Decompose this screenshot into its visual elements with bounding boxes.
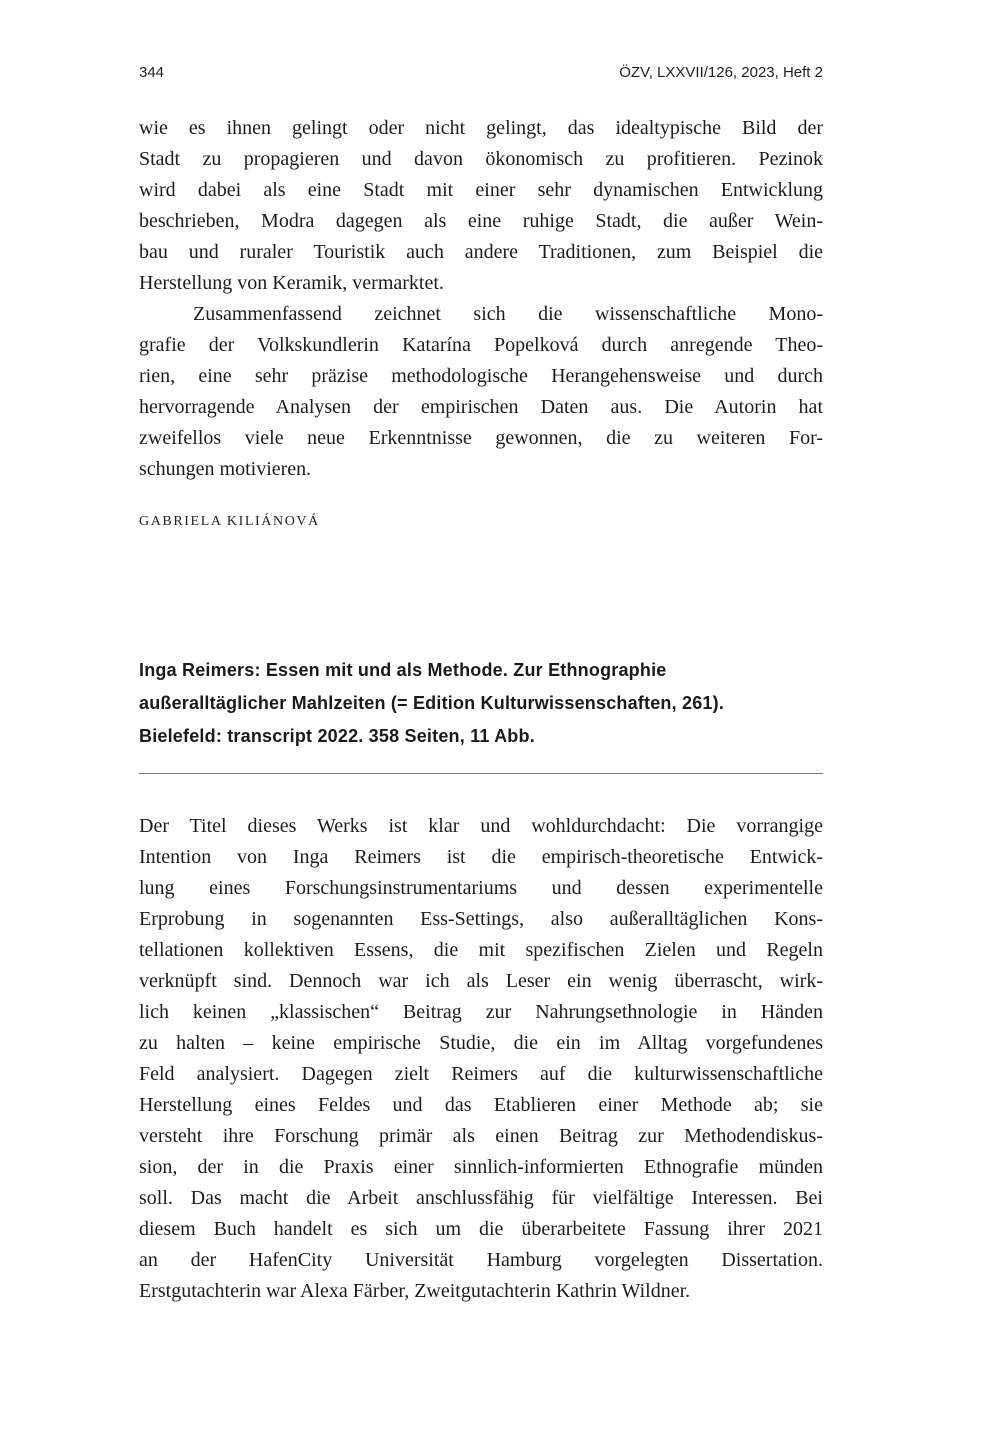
text-line: rien, eine sehr präzise methodologische Herangehensweise und durch <box>139 365 823 387</box>
review-paragraph-2 <box>139 299 823 485</box>
text-line: versteht ihre Forschung primär als einen Beitrag zur Methodendiskus- <box>139 1125 823 1147</box>
section-divider <box>139 773 823 774</box>
page-header <box>139 64 823 82</box>
text-line: sion, der in die Praxis einer sinnlich-informierten Ethnografie münden <box>139 1156 823 1178</box>
text-line: Intention von Inga Reimers ist die empirisch-theoretische Entwick- <box>139 846 823 868</box>
book-review-body <box>139 811 823 1307</box>
text-line: Herstellung eines Feldes und das Etablieren einer Methode ab; sie <box>139 1094 823 1116</box>
text-line: lung eines Forschungsinstrumentariums und dessen experimentelle <box>139 877 823 899</box>
text-line: Erstgutachterin war Alexa Färber, Zweitgutachterin Kathrin Wildner. <box>139 1280 691 1302</box>
text-line: lich keinen „klassischen“ Beitrag zur Nahrungsethnologie in Händen <box>139 1001 823 1023</box>
text-line: diesem Buch handelt es sich um die überarbeitete Fassung ihrer 2021 <box>139 1218 823 1240</box>
text-line: Zusammenfassend zeichnet sich die wissenschaftliche Mono- <box>193 303 823 325</box>
text-line: zweifellos viele neue Erkenntnisse gewonnen, die zu weiteren For- <box>139 427 823 449</box>
text-line: Feld analysiert. Dagegen zielt Reimers auf die kulturwissenschaftliche <box>139 1063 823 1085</box>
text-line: wie es ihnen gelingt oder nicht gelingt, das idealtypische Bild der <box>139 117 823 139</box>
text-line: zu halten – keine empirische Studie, die ein im Alltag vorgefundenes <box>139 1032 823 1054</box>
text-line: schungen motivieren. <box>139 458 312 480</box>
text-line: Herstellung von Keramik, vermarktet. <box>139 272 444 294</box>
book-review-title <box>139 654 823 753</box>
text-line: außeralltäglicher Mahlzeiten (= Edition Kulturwissenschaften, 261). <box>139 693 725 713</box>
text-line: Der Titel dieses Werks ist klar und wohldurchdacht: Die vorrangige <box>139 815 823 837</box>
text-line: Erprobung in sogenannten Ess-Settings, also außeralltäglichen Kons- <box>139 908 823 930</box>
book-review <box>139 654 823 1307</box>
page-number: 344 <box>139 64 165 81</box>
text-line: an der HafenCity Universität Hamburg vorgelegten Dissertation. <box>139 1249 823 1271</box>
text-line: verknüpft sind. Dennoch war ich als Leser ein wenig überrascht, wirk- <box>139 970 823 992</box>
text-line: Inga Reimers: Essen mit und als Methode. Zur Ethnographie <box>139 660 667 680</box>
text-line: beschrieben, Modra dagegen als eine ruhige Stadt, die außer Wein- <box>139 210 823 232</box>
text-line: tellationen kollektiven Essens, die mit spezifischen Zielen und Regeln <box>139 939 823 961</box>
text-line: Stadt zu propagieren und davon ökonomisch zu profitieren. Pezinok <box>139 148 823 170</box>
review-paragraph-1 <box>139 113 823 299</box>
text-line: soll. Das macht die Arbeit anschlussfähig für vielfältige Interessen. Bei <box>139 1187 823 1209</box>
review-conclusion <box>139 113 823 532</box>
journal-citation: ÖZV, LXXVII/126, 2023, Heft 2 <box>619 64 823 81</box>
text-line: grafie der Volkskundlerin Katarína Popelková durch anregende Theo- <box>139 334 823 356</box>
text-line: hervorragende Analysen der empirischen Daten aus. Die Autorin hat <box>139 396 823 418</box>
review-author: GABRIELA KILIÁNOVÁ <box>139 514 320 529</box>
text-line: Bielefeld: transcript 2022. 358 Seiten, 11 Abb. <box>139 726 535 746</box>
text-line: wird dabei als eine Stadt mit einer sehr dynamischen Entwicklung <box>139 179 823 201</box>
text-line: bau und ruraler Touristik auch andere Traditionen, zum Beispiel die <box>139 241 823 263</box>
